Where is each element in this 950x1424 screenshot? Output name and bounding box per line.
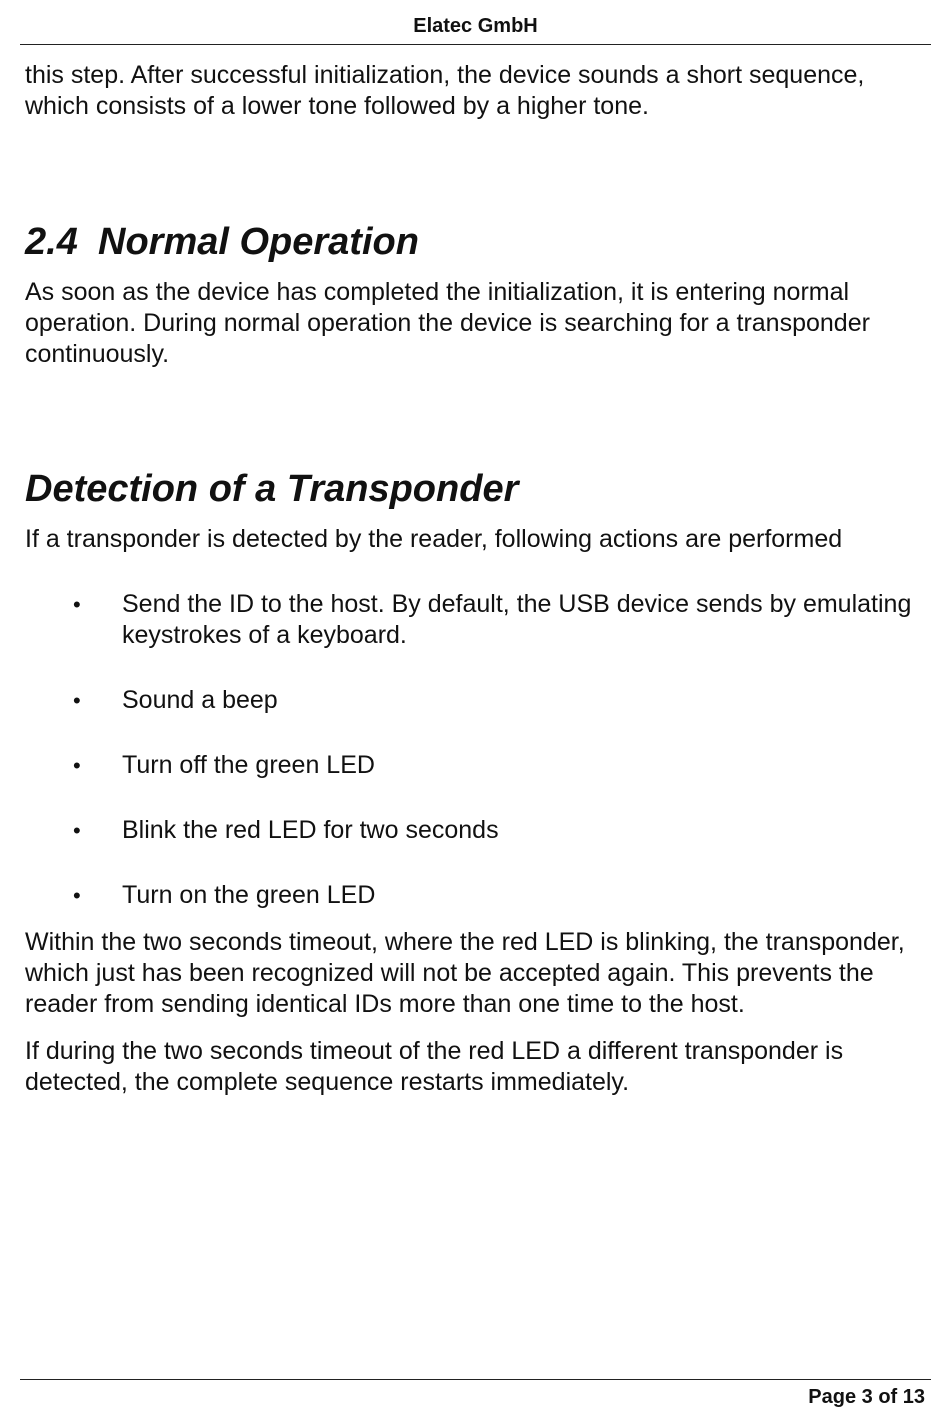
list-item-text: Turn off the green LED bbox=[122, 751, 375, 779]
detection-lead-paragraph: If a transponder is detected by the reader, following actions are performed bbox=[25, 525, 843, 553]
list-item bbox=[25, 815, 930, 846]
page-content bbox=[25, 60, 930, 1098]
bullet-icon: • bbox=[73, 818, 81, 843]
list-item bbox=[25, 685, 930, 716]
list-item-text: Send the ID to the host. By default, the USB device sends by emulating keystrokes of a keyboard. bbox=[122, 590, 912, 649]
bullet-icon: • bbox=[73, 753, 81, 778]
list-item bbox=[25, 589, 930, 651]
action-list bbox=[25, 589, 930, 911]
company-name: Elatec GmbH bbox=[413, 15, 538, 37]
normal-operation-paragraph: As soon as the device has completed the initialization, it is entering normal operation. During normal operation the device is searching for a transponder continuously. bbox=[25, 278, 870, 368]
section-title: Normal Operation bbox=[98, 221, 419, 263]
bullet-icon: • bbox=[73, 883, 81, 908]
section-heading-detection: Detection of a Transponder bbox=[25, 468, 519, 510]
section-heading-normal-operation bbox=[25, 220, 930, 264]
bullet-icon: • bbox=[73, 688, 81, 713]
list-item-text: Turn on the green LED bbox=[122, 881, 376, 909]
bullet-icon: • bbox=[73, 592, 81, 617]
list-item-text: Sound a beep bbox=[122, 686, 278, 714]
list-item bbox=[25, 750, 930, 781]
page-footer bbox=[20, 1379, 931, 1409]
page-number: Page 3 of 13 bbox=[808, 1386, 925, 1408]
intro-paragraph: this step. After successful initialization, the device sounds a short sequence, which consists of a lower tone followed by a higher tone. bbox=[25, 61, 865, 120]
list-item bbox=[25, 880, 930, 911]
restart-paragraph: If during the two seconds timeout of the red LED a different transponder is detected, the complete sequence restarts immediately. bbox=[25, 1037, 844, 1096]
section-number: 2.4 bbox=[25, 221, 78, 263]
list-item-text: Blink the red LED for two seconds bbox=[122, 816, 499, 844]
page-header bbox=[20, 14, 931, 45]
timeout-paragraph: Within the two seconds timeout, where the red LED is blinking, the transponder, which just has been recognized will not be accepted again. This prevents the reader from sending identical IDs more than one time to the host. bbox=[25, 928, 905, 1018]
